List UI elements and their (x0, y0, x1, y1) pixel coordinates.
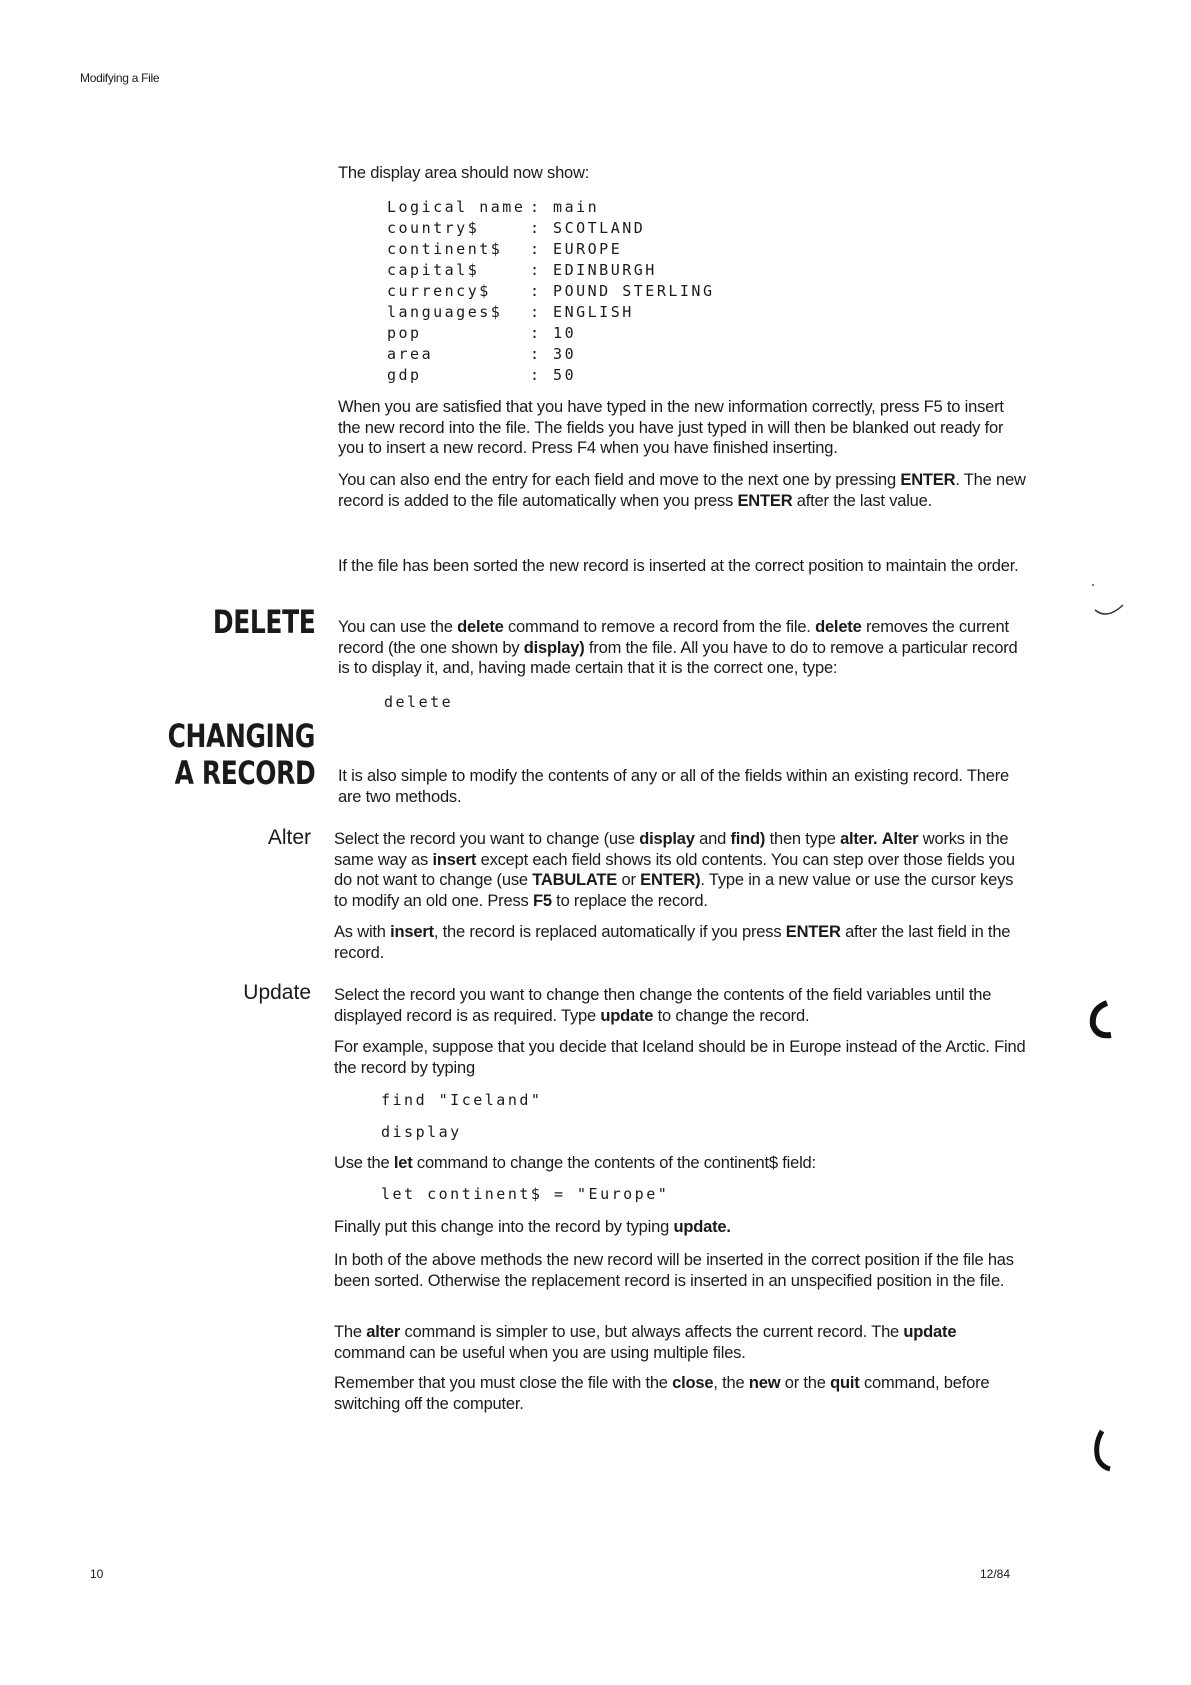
text-run: , the record is replaced automatically if you press (433, 923, 786, 941)
text-run: after the last field in the record. (334, 923, 1011, 962)
field-value: : EUROPE (530, 240, 623, 258)
keyword: update (600, 1006, 654, 1025)
text-run: command, before switching off the computer. (334, 1374, 990, 1413)
keyword: insert (390, 923, 434, 941)
binding-hole-mark (1088, 1425, 1118, 1475)
keyword: display (639, 830, 695, 848)
text-run: command to remove a record from the file. (503, 618, 816, 636)
insert-paragraph-1: When you are satisfied that you have typed in the new information correctly, press F5 to insert the new record into the file. The fields you have just typed in will then be blanked out ready for you to insert a new record. Press F4 when you have finished inserting. (338, 398, 1004, 457)
text-run: You can also end the entry for each field and move to the next one by pressing (338, 471, 901, 489)
code-let: let continent$ = "Europe" (381, 1185, 670, 1203)
alter-heading: Alter (267, 826, 311, 849)
text-run: except each field shows its old contents. You can step over those fields you do not want to change (use (334, 850, 1015, 889)
field-value: : EDINBURGH (530, 261, 657, 279)
text-run: or the (780, 1374, 831, 1392)
binding-hole-mark (1085, 995, 1125, 1045)
keyword: ENTER (785, 923, 841, 941)
keyword: ENTER (900, 471, 956, 489)
field-name: languages$ (387, 303, 503, 321)
keyword: delete (815, 618, 862, 636)
changing-heading-line2: A RECORD (174, 754, 315, 792)
text-run: Remember that you must close the file with the (334, 1374, 673, 1392)
text-run: after the last value. (792, 491, 933, 510)
keyword: alter. (840, 830, 878, 848)
keyword: TABULATE (532, 871, 618, 889)
insert-paragraph-2 (338, 470, 1030, 511)
keyword: alter (366, 1323, 401, 1341)
update-paragraph-2: For example, suppose that you decide that Iceland should be in Europe instead of the Arctic. Find the record by typing (334, 1038, 1026, 1077)
text-run: works in the same way as (334, 830, 1009, 869)
text-run: from the file. All you have to do to remove a particular record is to display it, and, having made certain that it is the correct one, type: (338, 638, 1018, 677)
keyword: find) (730, 830, 766, 848)
field-value: : main (530, 198, 600, 216)
update-paragraph-3 (334, 1153, 1026, 1174)
keyword: let (393, 1154, 413, 1172)
changing-heading-line1: CHANGING (167, 717, 315, 755)
field-name: gdp (387, 366, 422, 384)
update-paragraph-7 (334, 1373, 1026, 1414)
field-value: : POUND STERLING (530, 282, 715, 300)
text-run: then type (765, 830, 841, 848)
text-run: . The new record is added to the file automatically when you press (338, 471, 1026, 510)
text-run: Use the (334, 1154, 394, 1172)
code-delete: delete (384, 693, 454, 711)
field-value: : ENGLISH (530, 303, 634, 321)
text-run: . Type in a new value or use the cursor keys to modify an old one. Press (334, 871, 1014, 910)
text-run: , the (713, 1374, 749, 1392)
update-paragraph-5: In both of the above methods the new record will be inserted in the correct position if the file has been sorted. Otherwise the replacement record is inserted in an unspecified position in the file. (334, 1251, 1014, 1290)
insert-paragraph-3: If the file has been sorted the new record is inserted at the correct position to maintain the order. (338, 557, 1019, 575)
keyword: display) (523, 638, 585, 657)
running-header: Modifying a File (80, 71, 160, 85)
update-paragraph-4 (334, 1217, 1026, 1238)
page-date-code: 12/84 (980, 1567, 1011, 1581)
code-display: display (381, 1123, 462, 1141)
text-run: Select the record you want to change then change the contents of the field variables until the displayed record is as required. Type (334, 986, 992, 1025)
text-run: and (694, 830, 731, 848)
text-run: to change the record. (653, 1006, 810, 1025)
field-name: area (387, 345, 434, 363)
keyword: update (903, 1323, 957, 1341)
field-name: pop (387, 324, 422, 342)
field-value: : 50 (530, 366, 577, 384)
code-find: find "Iceland" (381, 1091, 543, 1109)
text-run: removes the current record (the one shown by (338, 618, 1009, 657)
keyword: Alter (881, 830, 919, 848)
text-run: to replace the record. (551, 891, 708, 910)
field-name: capital$ (387, 261, 480, 279)
text-run: command to change the contents of the continent$ field: (412, 1154, 816, 1172)
field-value: : SCOTLAND (530, 219, 646, 237)
field-name: Logical name (387, 198, 526, 216)
keyword: ENTER (737, 491, 793, 510)
keyword: quit (830, 1374, 860, 1392)
field-name: country$ (387, 219, 480, 237)
text-run: or (617, 871, 641, 889)
update-paragraph-1 (334, 985, 1026, 1026)
alter-paragraph-1 (334, 829, 1026, 911)
keyword: F5 (532, 891, 552, 910)
field-value: : 30 (530, 345, 577, 363)
delete-heading: DELETE (212, 603, 315, 641)
keyword: close (672, 1374, 714, 1392)
keyword: new (748, 1374, 781, 1392)
text-run: The (334, 1323, 367, 1341)
field-name: continent$ (387, 240, 503, 258)
text-run: command can be useful when you are using multiple files. (334, 1343, 746, 1362)
field-name: currency$ (387, 282, 491, 300)
scan-speck-mark (1085, 575, 1135, 625)
field-value: : 10 (530, 324, 577, 342)
keyword: delete (457, 618, 504, 636)
keyword: insert (432, 850, 477, 869)
changing-intro: It is also simple to modify the contents of any or all of the fields within an existing record. There are two methods. (338, 767, 1010, 806)
delete-paragraph (338, 617, 1030, 679)
intro-text: The display area should now show: (338, 164, 590, 182)
text-run: You can use the (338, 618, 458, 636)
update-paragraph-6 (334, 1322, 1026, 1363)
keyword: update. (673, 1218, 731, 1236)
text-run: As with (334, 923, 391, 941)
page-number: 10 (90, 1567, 104, 1581)
text-run: command is simpler to use, but always affects the current record. The (400, 1323, 904, 1341)
update-heading: Update (243, 981, 311, 1004)
text-run: Select the record you want to change (use (334, 830, 640, 848)
keyword: ENTER) (640, 871, 701, 889)
alter-paragraph-2 (334, 922, 1026, 963)
text-run: Finally put this change into the record by typing (334, 1218, 674, 1236)
